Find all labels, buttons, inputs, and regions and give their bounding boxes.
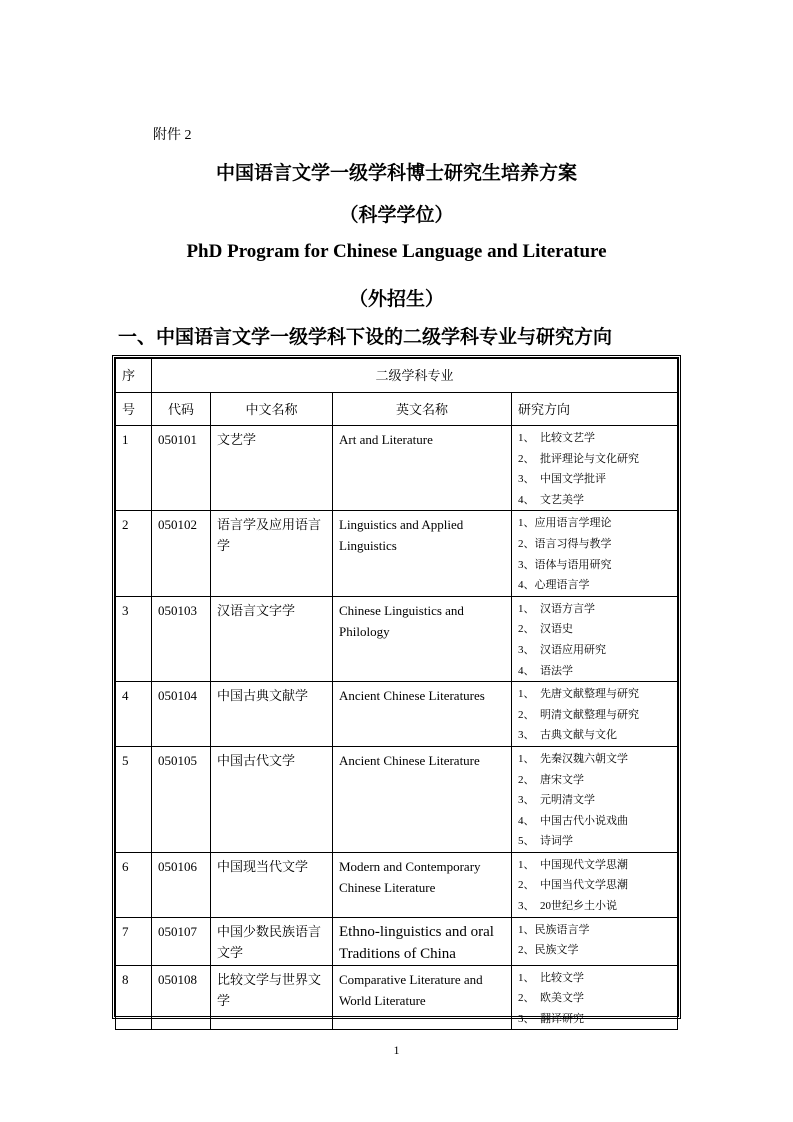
row-directions: [512, 682, 678, 747]
direction-item: 4、 文艺美学: [518, 493, 584, 506]
table-row: [116, 852, 678, 917]
direction-item: 2、 欧美文学: [518, 992, 584, 1005]
direction-item: 3、语体与语用研究: [518, 558, 612, 571]
row-directions: [512, 511, 678, 596]
row-cn-name: 文艺学: [211, 426, 333, 511]
row-cn-name: 比较文学与世界文学: [211, 965, 333, 1030]
table-row: [116, 596, 678, 681]
direction-item: 4、 语法学: [518, 664, 573, 677]
direction-item: 3、 翻译研究: [518, 1012, 584, 1025]
row-number: 1: [116, 426, 152, 511]
direction-item: 1、民族语言学: [518, 923, 590, 936]
table-row: [116, 917, 678, 965]
row-code: 050107: [152, 917, 211, 965]
table-row: [116, 682, 678, 747]
direction-item: 3、 20世纪乡土小说: [518, 900, 617, 913]
row-directions: [512, 917, 678, 965]
document-title: 中国语言文学一级学科博士研究生培养方案: [215, 163, 577, 184]
row-directions: [512, 852, 678, 917]
table-row: [116, 426, 678, 511]
row-cn-name: 中国古典文献学: [211, 682, 333, 747]
direction-item: 3、 汉语应用研究: [518, 643, 606, 656]
direction-item: 2、 明清文献整理与研究: [518, 708, 639, 721]
header-code: 代码: [152, 393, 211, 426]
row-directions: [512, 746, 678, 852]
row-code: 050106: [152, 852, 211, 917]
row-code: 050104: [152, 682, 211, 747]
row-directions: [512, 965, 678, 1030]
direction-item: 2、 汉语史: [518, 623, 573, 636]
direction-item: 3、 元明清文学: [518, 794, 595, 807]
direction-item: 1、应用语言学理论: [518, 517, 612, 530]
direction-item: 1、 比较文艺学: [518, 432, 595, 444]
attachment-label: 附件 2: [153, 128, 192, 143]
row-number: 2: [116, 511, 152, 596]
programs-table: [112, 355, 681, 1025]
row-en-name: Modern and Contemporary Chinese Literature: [333, 852, 512, 917]
row-code: 050108: [152, 965, 211, 1030]
row-number: 5: [116, 746, 152, 852]
row-code: 050105: [152, 746, 211, 852]
header-directions: 研究方向: [512, 393, 678, 426]
row-en-name: Linguistics and Applied Linguistics: [333, 511, 512, 596]
document-subtitle: （科学学位）: [339, 205, 454, 226]
row-en-name: Ancient Chinese Literature: [333, 746, 512, 852]
direction-item: 2、民族文学: [518, 944, 579, 957]
table-row: [116, 511, 678, 596]
direction-item: 4、心理语言学: [518, 579, 590, 592]
row-code: 050103: [152, 596, 211, 681]
audience-label: （外招生）: [348, 289, 444, 310]
row-number: 6: [116, 852, 152, 917]
row-en-name: Ethno-linguistics and oral Traditions of China: [333, 917, 512, 965]
direction-item: 2、 中国当代文学思潮: [518, 879, 628, 892]
page-number: 1: [393, 1043, 400, 1057]
table-row: [116, 746, 678, 852]
row-en-name: Art and Literature: [333, 426, 512, 511]
row-number: 7: [116, 917, 152, 965]
table-row: [116, 965, 678, 1030]
direction-item: 2、 批评理论与文化研究: [518, 452, 639, 465]
row-number: 8: [116, 965, 152, 1030]
direction-item: 1、 先唐文献整理与研究: [518, 688, 639, 701]
row-code: 050102: [152, 511, 211, 596]
row-number: 4: [116, 682, 152, 747]
direction-item: 3、 古典文献与文化: [518, 729, 617, 742]
row-en-name: Ancient Chinese Literatures: [333, 682, 512, 747]
row-code: 050101: [152, 426, 211, 511]
header-no-top: 序: [116, 359, 152, 393]
direction-item: 2、 唐宋文学: [518, 773, 584, 786]
header-group: 二级学科专业: [152, 359, 678, 393]
direction-item: 1、 比较文学: [518, 971, 584, 984]
direction-item: 3、 中国文学批评: [518, 473, 606, 486]
direction-item: 1、 先秦汉魏六朝文学: [518, 752, 628, 765]
section-heading: 一、中国语言文学一级学科下设的二级学科专业与研究方向: [118, 327, 613, 348]
english-title: PhD Program for Chinese Language and Literature: [186, 241, 607, 262]
row-cn-name: 中国现当代文学: [211, 852, 333, 917]
row-directions: [512, 426, 678, 511]
direction-item: 1、 汉语方言学: [518, 602, 595, 615]
header-cn-name: 中文名称: [211, 393, 333, 426]
direction-item: 1、 中国现代文学思潮: [518, 858, 628, 871]
direction-item: 4、 中国古代小说戏曲: [518, 814, 628, 827]
direction-item: 2、语言习得与教学: [518, 537, 612, 550]
row-en-name: Chinese Linguistics and Philology: [333, 596, 512, 681]
direction-item: 5、 诗词学: [518, 835, 573, 848]
row-cn-name: 语言学及应用语言学: [211, 511, 333, 596]
row-cn-name: 中国古代文学: [211, 746, 333, 852]
row-en-name: Comparative Literature and World Literature: [333, 965, 512, 1030]
header-no-bottom: 号: [116, 393, 152, 426]
row-cn-name: 汉语言文字学: [211, 596, 333, 681]
row-directions: [512, 596, 678, 681]
row-number: 3: [116, 596, 152, 681]
header-en-name: 英文名称: [333, 393, 512, 426]
row-cn-name: 中国少数民族语言文学: [211, 917, 333, 965]
